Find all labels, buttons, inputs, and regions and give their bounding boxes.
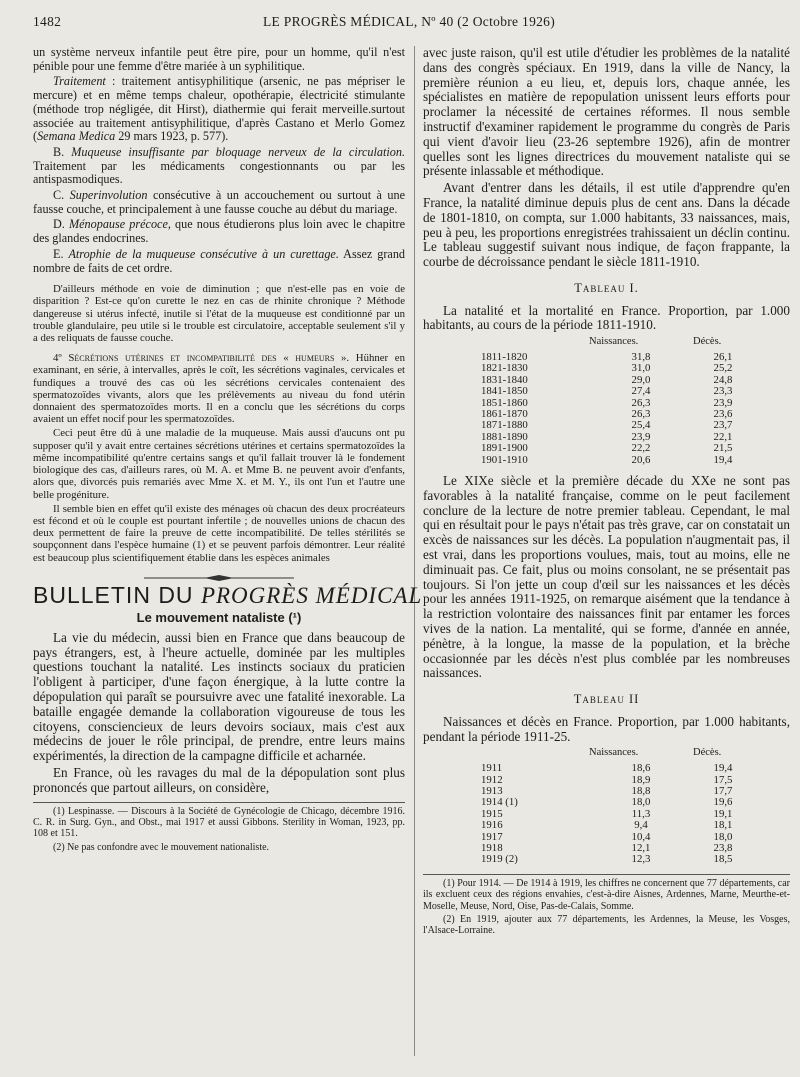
table-header-row <box>481 746 753 763</box>
table-cell: 1861-1870 <box>481 407 528 420</box>
footnote: (2) En 1919, ajouter aux 77 départements, les Ardennes, la Meuse, les Vosges, l'Alsace-Lorraine. <box>423 914 790 937</box>
table-cell: 1917 <box>481 830 503 843</box>
table-cell: 1871-1880 <box>481 419 528 432</box>
table-cell: 1821-1830 <box>481 362 528 375</box>
table-cell: 1891-1900 <box>481 442 528 455</box>
table-cell: 1912 <box>481 773 503 786</box>
table-cell: 1901-1910 <box>481 453 528 466</box>
table-row <box>481 386 753 397</box>
table-row <box>481 809 753 820</box>
table-caption: La natalité et la mortalité en France. Proportion, par 1.000 habitants, au cours de la période 1811-1910. <box>423 302 790 333</box>
table-cell: 19,6 <box>713 796 733 809</box>
table-cell: 1841-1850 <box>481 385 528 398</box>
paragraph-large: avec juste raison, qu'il est utile d'étudier les problèmes de la natalité dans des congrès spéciaux. En 1919, dans la ville de Nancy, la première réunion a eu lieu, et, depuis lors, chaque année, les spécialistes en matière de repopulation unissent leurs efforts pour proclamer la nécessité de certaines réformes. Il nous semble instructif d'examiner rapidement le programme du congrès de Paris qui vient d'avoir lieu (23-26 septembre 1926), afin de montrer quelles sont les lignes directrices du mouvement nataliste qui se présente inlassable et méthodique. <box>423 45 790 179</box>
page-header <box>33 10 778 34</box>
table-cell: 31,0 <box>631 362 651 375</box>
paragraph: E. Atrophie de la muqueuse consécutive à un curettage. Assez grand nombre de faits de cet ordre. <box>33 246 406 275</box>
table-cell: 29,0 <box>631 373 651 386</box>
table-cell: 1811-1820 <box>481 350 528 363</box>
article-title: Le mouvement nataliste (¹) <box>136 610 302 626</box>
table-cell: 18,9 <box>631 773 651 786</box>
table-cell: 1919 (2) <box>481 853 518 866</box>
table-cell: 27,4 <box>631 385 651 398</box>
table-cell: 1913 <box>481 784 503 797</box>
paragraph: C. Superinvolution consécutive à un accouchement ou surtout à une fausse couche, et principalement à une fausse couche au début du mariage. <box>33 188 405 216</box>
table-cell: 19,4 <box>713 453 733 466</box>
table-cell: 23,8 <box>713 842 733 855</box>
table-caption: Naissances et décès en France. Proportion, par 1.000 habitants, pendant la période 1911-25. <box>423 713 790 744</box>
table-row <box>481 763 753 774</box>
table-cell: 1911 <box>481 762 503 775</box>
table-naissances-1911-1925 <box>481 746 753 865</box>
table-row <box>481 820 753 831</box>
table-cell: 19,4 <box>713 762 733 775</box>
table-cell: 19,1 <box>713 807 733 820</box>
table-header <box>481 335 589 352</box>
table-cell: 1851-1860 <box>481 396 528 409</box>
paragraph-large: Le XIXe siècle et la première décade du XXe ne sont pas favorables à la natalité française, comme on le peut facilement conclure de la lecture de notre premier tableau. Cependant, le mal qui en résultait pour le pays n'était pas très grave, car on constatait un excès de naissances sur les décès. La population n'augmentait pas, il est vrai, dans les proportions voulues, mais, tout au moins, elle ne diminuait pas. Ce fait, plus ou moins consolant, ne se présentait pas toujours. Si l'on jette un coup d'œil sur les naissances et les décès pour les années 1911-1925, on remarque aisément que la tendance à la restriction volontaire des naissances finit par entamer les forces vives de la nation. La mentalité, qui se forme, d'année en année, pénètre, à la longue, la masse de la population, et la brèche occasionnée par les décès n'est plus comblée par les nombreuses naissances. <box>423 473 790 681</box>
table-header: Décès. <box>693 336 722 348</box>
paragraph-small: Ceci peut être dû à une maladie de la muqueuse. Mais aussi d'aucuns ont pu supposer qu'il y avait entre certaines sécrétions utérines et certains spermatozoïdes la même incompatibilité qu'entre certains sangs et qu'il fallait trouver là le fondement biologique des cas, d'ailleurs rares, où M. A. et Mme B. ne peuvent avoir d'enfants, alors que, divorcés puis remariés avec Mme X. et M. Y., ils ont l'un et l'autre une belle progéniture. <box>33 427 405 501</box>
table-cell: 11,3 <box>631 807 651 820</box>
table-header: Décès. <box>693 747 722 759</box>
table-cell: 1916 <box>481 819 503 832</box>
paragraph: B. Muqueuse insuffisante par bloquage nerveux de la circulation. Traitement par les médicaments congestionnants ou par les antispasmodiques. <box>33 144 405 187</box>
paragraph-large: En France, où les ravages du mal de la dépopulation sont plus prononcés que partout ailleurs, on considère, <box>33 765 405 795</box>
table-cell: 26,3 <box>631 396 651 409</box>
table-cell: 10,4 <box>631 830 651 843</box>
table-cell: 1915 <box>481 807 503 820</box>
table-header: Naissances. <box>589 336 639 348</box>
paragraph-large: La vie du médecin, aussi bien en France que dans beaucoup de pays étrangers, est, à l'heure actuelle, dominée par les multiples questions touchant la natalité. Les instincts sociaux du praticien l'obligent à participer, d'une façon énergique, à la lutte contre la dépopulation qui paraît se poursuivre avec une fatalité inexorable. La bataille engagée demande la collaboration vigoureuse de tous les citoyens, consciencieux de leurs devoirs sociaux, mais c'est aux médecins de jouer le rôle principal, de prendre, entre leurs mains expérimentés, la direction de la campagne difficile et acharnée. <box>33 629 405 764</box>
running-head: LE PROGRÈS MÉDICAL, Nº 40 (2 Octobre 1926) <box>263 14 556 29</box>
table-cell: 22,2 <box>631 442 651 455</box>
table-cell: 18,0 <box>631 796 651 809</box>
table-cell: 31,8 <box>631 350 651 363</box>
table-cell: 22,1 <box>713 430 733 443</box>
footnotes <box>423 874 790 937</box>
table-natalite-1811-1910 <box>481 335 753 466</box>
table-title: Tableau I. <box>574 280 639 295</box>
right-column <box>423 46 790 939</box>
table-row <box>481 443 753 454</box>
table-cell: 9,4 <box>634 819 648 832</box>
table-cell: 18,6 <box>631 762 651 775</box>
paragraph-small: D'ailleurs méthode en voie de diminution ; que n'est-elle pas en voie de disparition ? Est-ce qu'on curette le nez en cas de rhinite chronique ? Méthode dangereuse si utérus infecté, inutile si l'état de la muqueuse est conditionné par un trouble glandulaire, peu utile si le trouble est circulatoire, acceptable seulement s'il y a des reliquats de fausse couche. <box>33 283 405 345</box>
table-cell: 23,6 <box>713 407 733 420</box>
footnotes <box>33 802 405 854</box>
table-cell: 26,3 <box>631 407 651 420</box>
table-header-row <box>481 335 753 352</box>
table-cell: 1914 (1) <box>481 796 518 809</box>
table-cell: 18,8 <box>631 784 651 797</box>
footnote: (1) Lespinasse. — Discours à la Société de Gynécologie de Chicago, décembre 1916. C. R. in Surg. Gyn., and Obst., mai 1917 et aussi Gibbons. Sterility in Woman, 1923, pp. 108 et 151. <box>33 805 405 840</box>
paragraph-small: 4º Sécrétions utérines et incompatibilité des « humeurs ». Hühner en examinant, en série, à intervalles, après le coït, les sécrétions vaginales, cervicales et fundiques a trouvé des cas où les sécrétions cervicales contenaient des spermatozoïdes vivants, alors que les prélèvements au niveau du fond utérin donnaient des spermatozoïdes morts. Il en a conclu que les sécrétions du corps avaient un effet nocif pour les spermatozoïdes. <box>33 352 405 426</box>
table-cell: 25,2 <box>713 362 733 375</box>
table-cell: 23,9 <box>631 430 651 443</box>
paragraph: D. Ménopause précoce, que nous étudierons plus loin avec le chapitre des glandes endocrines. <box>33 217 405 246</box>
table-cell: 18,0 <box>713 830 733 843</box>
table-cell: 17,5 <box>713 773 733 786</box>
ornament-icon <box>144 574 294 582</box>
table-cell: 1831-1840 <box>481 373 528 386</box>
table-cell: 26,1 <box>713 350 733 363</box>
section-title: BULLETIN DU PROGRÈS MÉDICAL <box>33 582 423 609</box>
paragraph-large: Avant d'entrer dans les détails, il est utile d'apprendre qu'en France, la natalité diminue depuis plus de cent ans. Dans la décade de 1801-1810, on compta, sur 1.000 habitants, 33 naissances, mais, peu à peu, les proportions enregistrées trahissaient un déclin continu. Le tableau suggestif suivant nous indique, de façon frappante, la courbe de décroissance pendant le siècle 1811-1910. <box>423 180 790 270</box>
table-header: Naissances. <box>589 747 639 759</box>
table-cell: 17,7 <box>713 784 733 797</box>
table-cell: 12,3 <box>631 853 651 866</box>
table-cell: 21,5 <box>713 442 733 455</box>
table-cell: 24,8 <box>713 373 733 386</box>
table-cell: 25,4 <box>631 419 651 432</box>
table-row <box>481 843 753 854</box>
table-cell: 1881-1890 <box>481 430 528 443</box>
table-header <box>481 746 589 763</box>
paragraph: Traitement : traitement antisyphilitique (arsenic, ne pas mépriser le mercure) et en même temps chaleur, opothérapie, électricité stimulante (méthode trop négligée, dit Hirst), diathermie qui ferait merveille.surtout associée au traitement antisyphilitique, d'après Castano et Merlo Gomez (Semana Medica 29 mars 1923, p. 577). <box>33 74 405 144</box>
paragraph: un système nerveux infantile peut être pire, pour un homme, qu'il n'est pénible pour une femme d'être mariée à un syphilitique. <box>33 45 405 73</box>
table-cell: 1918 <box>481 842 503 855</box>
table-cell: 12,1 <box>631 842 651 855</box>
page-number: 1482 <box>33 14 62 29</box>
table-row <box>481 832 753 843</box>
table-cell: 20,6 <box>631 453 651 466</box>
footnote: (2) Ne pas confondre avec le mouvement nationaliste. <box>53 841 270 853</box>
column-divider <box>414 46 415 1056</box>
footnote: (1) Pour 1914. — De 1914 à 1919, les chiffres ne concernent que 77 départements, car ils excluent ceux des régions envahies, c'est-à-dire Aisnes, Ardennes, Marne, Meurthe-et-Moselle, Meuse, Nord, Oise, Pas-de-Calais, Somme. <box>423 877 790 912</box>
table-row <box>481 786 753 797</box>
table-cell: 18,5 <box>713 853 733 866</box>
left-column <box>33 45 423 855</box>
table-cell: 23,9 <box>713 396 733 409</box>
table-row <box>481 455 753 466</box>
paragraph-small: Il semble bien en effet qu'il existe des ménages où chacun des deux procréateurs est fécond et où le couple est pourtant infertile ; de nouvelles unions de chacun des deux permettent de faire la preuve de cette incompatibilité. De telles stérilités se soupçonnent dans l'espèce humaine (1) et se peuvent parfois démontrer. Leur réalité est beaucoup plus scientifiquement établie dans les espèces animales <box>33 502 405 564</box>
table-row <box>481 854 753 865</box>
table-title: Tableau II <box>573 692 640 707</box>
table-cell: 18,1 <box>713 819 733 832</box>
table-row <box>481 797 753 808</box>
table-cell: 23,3 <box>713 385 733 398</box>
table-row <box>481 775 753 786</box>
table-cell: 23,7 <box>713 419 733 432</box>
